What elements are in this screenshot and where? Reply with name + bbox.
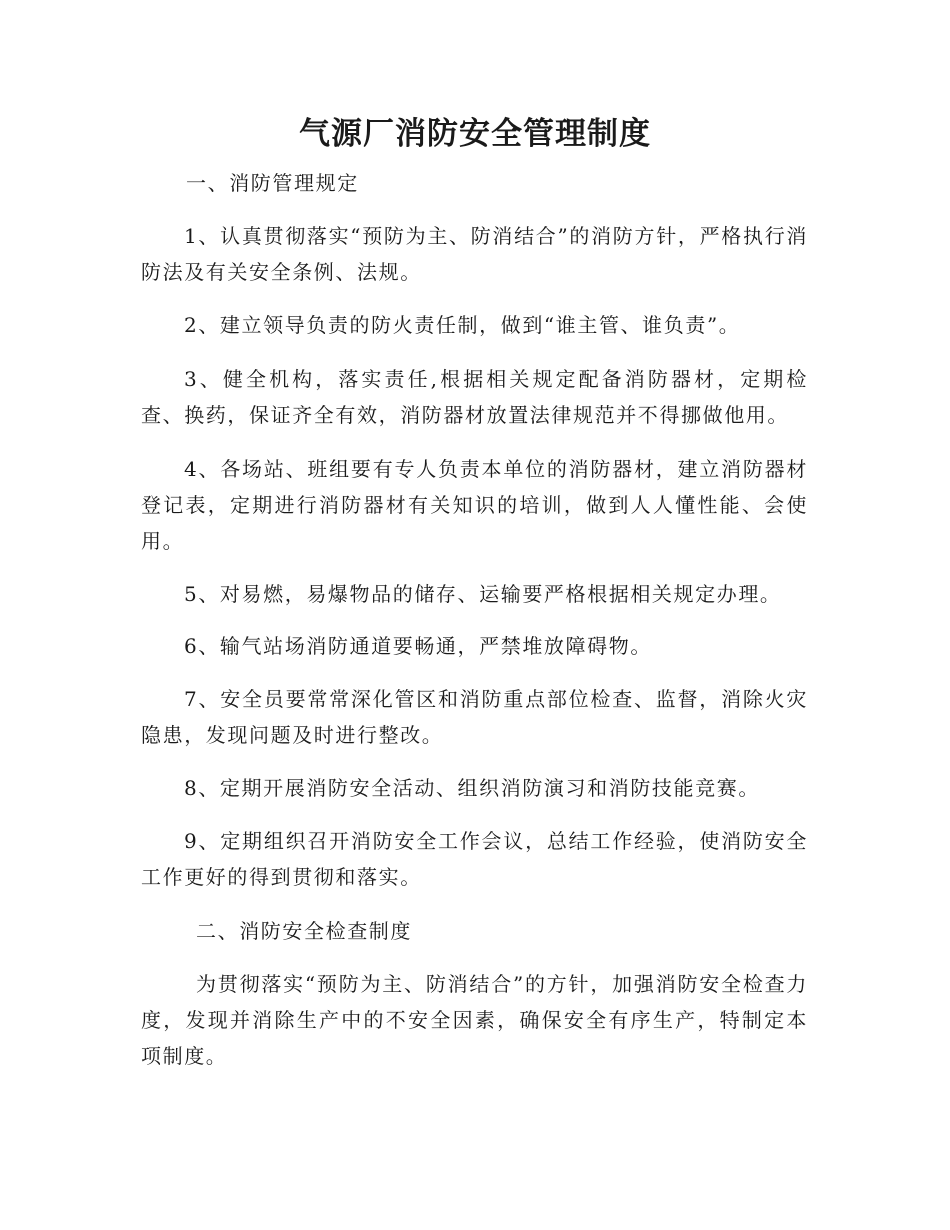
- section-1-item-8: 8、定期开展消防安全活动、组织消防演习和消防技能竞赛。: [184, 776, 760, 800]
- document-title: 气源厂消防安全管理制度: [299, 116, 651, 152]
- section-1-item-7: 7、安全员要常常深化管区和消防重点部位检查、监督，消除火灾隐患，发现问题及时进行整改。: [141, 687, 808, 747]
- section-1-item-2: 2、建立领导负责的防火责任制，做到“谁主管、谁负责”。: [184, 313, 741, 337]
- section-2-heading: 二、消防安全检查制度: [196, 919, 412, 943]
- section-1-item-1: 1、认真贯彻落实“预防为主、防消结合”的消防方针，严格执行消防法及有关安全条例、法规。: [141, 224, 808, 284]
- section-1-heading: 一、消防管理规定: [186, 171, 359, 195]
- section-1-item-9: 9、定期组织召开消防安全工作会议，总结工作经验，使消防安全工作更好的得到贯彻和落实。: [141, 829, 808, 889]
- section-1-item-5: 5、对易燃，易爆物品的储存、运输要严格根据相关规定办理。: [184, 582, 782, 606]
- section-1-item-3: 3、健全机构，落实责任,根据相关规定配备消防器材，定期检查、换药，保证齐全有效，消防器材放置法律规范并不得挪做他用。: [141, 367, 808, 427]
- section-2-intro: 为贯彻落实“预防为主、防消结合”的方针，加强消防安全检查力度，发现并消除生产中的不安全因素，确保安全有序生产，特制定本项制度。: [141, 972, 808, 1068]
- section-1-item-6: 6、输气站场消防通道要畅通，严禁堆放障碍物。: [184, 634, 652, 658]
- section-1-item-4: 4、各场站、班组要有专人负责本单位的消防器材，建立消防器材登记表，定期进行消防器材有关知识的培训，做到人人懂性能、会使用。: [141, 457, 808, 553]
